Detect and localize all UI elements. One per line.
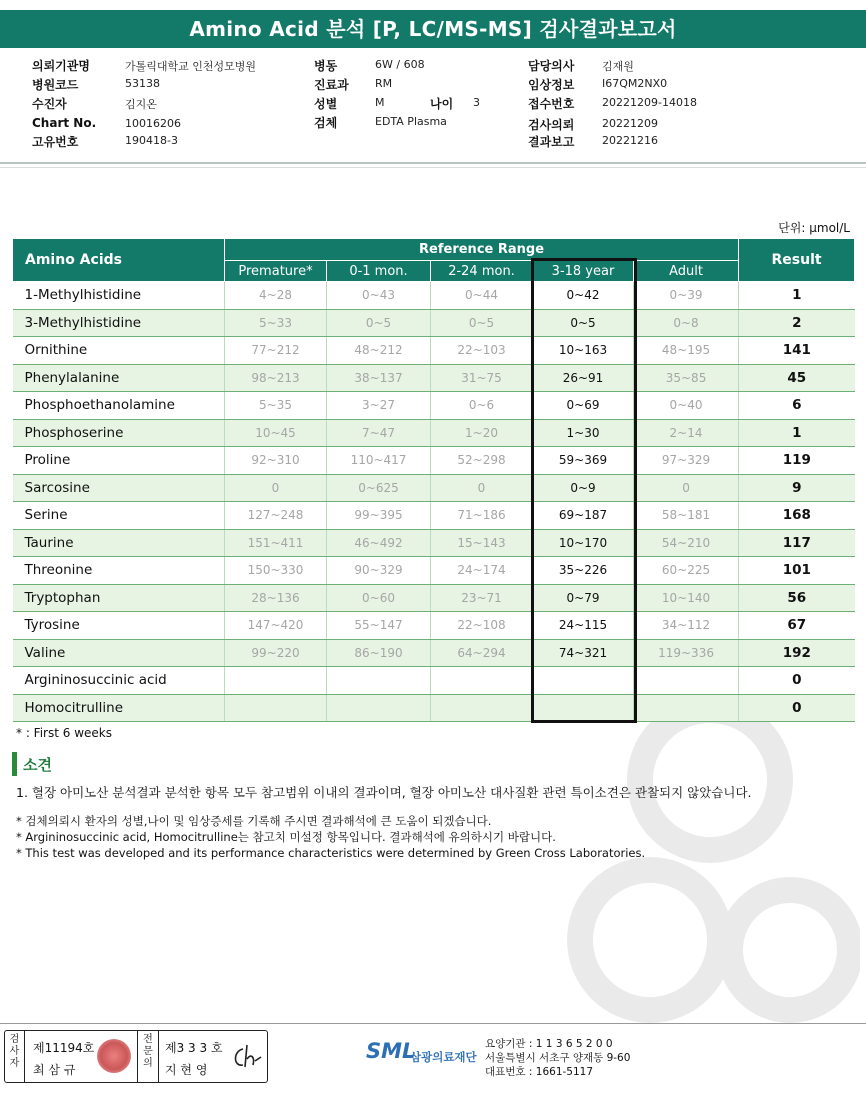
reference-range-cell: 0~40 — [634, 392, 739, 420]
table-row — [13, 364, 855, 392]
reference-range-cell: 28~136 — [225, 584, 327, 612]
unit-label: 단위: μmol/L — [778, 221, 850, 235]
reference-range-cell: 22~103 — [431, 337, 533, 365]
header-ref-col: 0-1 mon. — [327, 261, 431, 282]
info-label: 임상정보 — [528, 78, 575, 92]
reference-range-cell: 99~395 — [327, 502, 431, 530]
reference-range-cell: 0 — [431, 474, 533, 502]
signature-box — [4, 1030, 268, 1083]
info-value: RM — [375, 77, 393, 90]
header-ref-col: Premature* — [225, 261, 327, 282]
table-row — [13, 557, 855, 585]
result-value: 101 — [739, 557, 855, 585]
background-watermark — [560, 690, 860, 1050]
specialist-name: 지 현 영 — [165, 1063, 208, 1077]
info-label: 의뢰기관명 — [32, 59, 90, 73]
reference-range-cell — [533, 694, 634, 722]
reference-range-cell: 0~5 — [431, 309, 533, 337]
reference-range-cell: 77~212 — [225, 337, 327, 365]
reference-range-cell: 64~294 — [431, 639, 533, 667]
amino-acid-name: Ornithine — [13, 337, 225, 365]
header-amino-acids: Amino Acids — [13, 239, 225, 282]
result-value: 67 — [739, 612, 855, 640]
amino-acid-name: Phosphoethanolamine — [13, 392, 225, 420]
reference-range-cell: 10~45 — [225, 419, 327, 447]
note-line: * 검체의뢰시 환자의 성별,나이 및 임상증세를 기록해 주시면 결과해석에 큰 도움이 되겠습니다. — [16, 814, 492, 828]
info-label: 검체 — [314, 116, 338, 130]
reference-range-cell: 46~492 — [327, 529, 431, 557]
footer-divider — [0, 1023, 866, 1024]
table-row — [13, 392, 855, 420]
reference-range-cell: 99~220 — [225, 639, 327, 667]
sogyeon-title: 소견 — [23, 756, 52, 774]
amino-acid-name: Tyrosine — [13, 612, 225, 640]
reference-range-cell: 48~212 — [327, 337, 431, 365]
info-value: 김재원 — [602, 60, 634, 73]
reference-range-cell — [327, 667, 431, 695]
info-label: 병동 — [314, 59, 338, 73]
info-value: 가톨릭대학교 인천성모병원 — [125, 60, 257, 73]
table-row — [13, 667, 855, 695]
reference-range-cell: 127~248 — [225, 502, 327, 530]
info-label: 수진자 — [32, 97, 67, 111]
result-value: 1 — [739, 419, 855, 447]
amino-acid-name: Valine — [13, 639, 225, 667]
info-value: 190418-3 — [125, 134, 178, 147]
examiner-name: 최 삼 규 — [33, 1063, 76, 1077]
table-row — [13, 612, 855, 640]
header-ref-col: Adult — [634, 261, 739, 282]
table-row — [13, 529, 855, 557]
notes — [16, 813, 645, 861]
table-row — [13, 502, 855, 530]
info-value: 53138 — [125, 77, 160, 90]
reference-range-cell: 22~108 — [431, 612, 533, 640]
table-row — [13, 419, 855, 447]
reference-range-cell: 151~411 — [225, 529, 327, 557]
reference-range-cell: 52~298 — [431, 447, 533, 475]
reference-range-cell: 55~147 — [327, 612, 431, 640]
result-value: 192 — [739, 639, 855, 667]
result-value: 45 — [739, 364, 855, 392]
reference-range-cell: 31~75 — [431, 364, 533, 392]
result-value: 56 — [739, 584, 855, 612]
info-label: 고유번호 — [32, 135, 79, 149]
reference-range-cell: 4~28 — [225, 282, 327, 310]
reference-range-cell: 58~181 — [634, 502, 739, 530]
examiner-label-cell — [5, 1031, 25, 1082]
result-value: 117 — [739, 529, 855, 557]
reference-range-cell: 150~330 — [225, 557, 327, 585]
reference-range-cell: 1~30 — [533, 419, 634, 447]
amino-acid-name: Proline — [13, 447, 225, 475]
info-value: 20221209 — [602, 117, 658, 130]
amino-acid-name: 1-Methylhistidine — [13, 282, 225, 310]
info-label: 검사의뢰 — [528, 118, 575, 132]
reference-range-cell — [634, 667, 739, 695]
reference-range-cell: 0~5 — [533, 309, 634, 337]
info-label: Chart No. — [32, 116, 97, 130]
info-label: 결과보고 — [528, 135, 575, 149]
specialist-license: 제3 3 3 호 — [165, 1041, 223, 1055]
reference-range-cell: 48~195 — [634, 337, 739, 365]
reference-range-cell: 38~137 — [327, 364, 431, 392]
table-row — [13, 639, 855, 667]
lab-info-line: 요양기관 : 1 1 3 6 5 2 0 0 — [485, 1038, 613, 1050]
amino-acid-name: 3-Methylhistidine — [13, 309, 225, 337]
reference-range-cell — [225, 667, 327, 695]
reference-range-cell: 0~9 — [533, 474, 634, 502]
examiner-label: 검사자 — [9, 1034, 20, 1069]
info-value: 10016206 — [125, 117, 181, 130]
specialist-label: 전문의 — [143, 1034, 153, 1069]
info-label: 성별 — [314, 97, 338, 111]
reference-range-cell — [327, 694, 431, 722]
table-row — [13, 584, 855, 612]
reference-range-cell — [533, 667, 634, 695]
header-ref-col: 3-18 year — [533, 261, 634, 282]
note-line: * This test was developed and its performance characteristics were determined by Green Cross Laboratories. — [16, 846, 646, 860]
info-label: 진료과 — [314, 78, 349, 92]
divider — [0, 167, 866, 168]
reference-range-cell: 5~35 — [225, 392, 327, 420]
sml-logo — [366, 1035, 486, 1075]
reference-range-cell: 1~20 — [431, 419, 533, 447]
reference-range-cell: 24~115 — [533, 612, 634, 640]
table-row — [13, 447, 855, 475]
amino-acid-name: Argininosuccinic acid — [13, 667, 225, 695]
report-title: Amino Acid 분석 [P, LC/MS-MS] 검사결과보고서 — [0, 10, 866, 48]
seal-stamp-icon — [97, 1039, 131, 1073]
reference-range-cell: 147~420 — [225, 612, 327, 640]
info-label-age: 나이 — [430, 97, 454, 111]
reference-range-cell: 0~44 — [431, 282, 533, 310]
info-value: 6W / 608 — [375, 58, 425, 71]
reference-range-cell — [225, 694, 327, 722]
reference-range-cell: 10~140 — [634, 584, 739, 612]
divider — [0, 162, 866, 164]
reference-range-cell: 0 — [634, 474, 739, 502]
info-value: 20221216 — [602, 134, 658, 147]
reference-range-cell: 34~112 — [634, 612, 739, 640]
lab-info — [485, 1037, 630, 1079]
result-value: 0 — [739, 667, 855, 695]
reference-range-cell: 59~369 — [533, 447, 634, 475]
info-label: 접수번호 — [528, 97, 575, 111]
reference-range-cell: 0~6 — [431, 392, 533, 420]
result-value: 168 — [739, 502, 855, 530]
info-label: 병원코드 — [32, 78, 79, 92]
reference-range-cell: 15~143 — [431, 529, 533, 557]
amino-acid-name: Serine — [13, 502, 225, 530]
reference-range-cell: 0~39 — [634, 282, 739, 310]
reference-range-cell: 0 — [225, 474, 327, 502]
table-row — [13, 694, 855, 722]
amino-acid-name: Sarcosine — [13, 474, 225, 502]
info-value: 김지온 — [125, 98, 157, 111]
header-ref-col: 2-24 mon. — [431, 261, 533, 282]
reference-range-cell: 86~190 — [327, 639, 431, 667]
reference-range-cell: 110~417 — [327, 447, 431, 475]
reference-range-cell: 69~187 — [533, 502, 634, 530]
reference-range-cell: 0~60 — [327, 584, 431, 612]
reference-range-cell: 54~210 — [634, 529, 739, 557]
reference-range-cell: 74~321 — [533, 639, 634, 667]
info-value: M — [375, 96, 385, 109]
reference-range-cell: 0~8 — [634, 309, 739, 337]
reference-range-cell: 24~174 — [431, 557, 533, 585]
reference-range-cell: 119~336 — [634, 639, 739, 667]
result-value: 0 — [739, 694, 855, 722]
reference-range-cell: 90~329 — [327, 557, 431, 585]
result-value: 119 — [739, 447, 855, 475]
table-row — [13, 309, 855, 337]
info-label: 담당의사 — [528, 59, 575, 73]
reference-range-cell: 3~27 — [327, 392, 431, 420]
info-value: EDTA Plasma — [375, 115, 447, 128]
amino-acid-name: Phenylalanine — [13, 364, 225, 392]
table-row — [13, 337, 855, 365]
header-reference-range: Reference Range — [225, 239, 739, 261]
table-footnote: * : First 6 weeks — [16, 726, 112, 740]
reference-range-cell — [431, 694, 533, 722]
reference-range-cell: 0~79 — [533, 584, 634, 612]
signature-icon — [229, 1039, 263, 1073]
examiner-license: 제11194호 — [33, 1041, 95, 1055]
lab-info-line: 서울특별시 서초구 양재동 9-60 — [485, 1052, 631, 1064]
result-value: 6 — [739, 392, 855, 420]
logo-mark: SML — [366, 1039, 416, 1063]
sogyeon-comment: 1. 혈장 아미노산 분석결과 분석한 항목 모두 참고범위 이내의 결과이며, 혈장 아미노산 대사질환 관련 특이소견은 관찰되지 않았습니다. — [16, 785, 752, 800]
reference-range-cell: 0~69 — [533, 392, 634, 420]
amino-acid-name: Threonine — [13, 557, 225, 585]
header-result: Result — [739, 239, 855, 282]
reference-range-cell: 7~47 — [327, 419, 431, 447]
result-value: 2 — [739, 309, 855, 337]
reference-range-cell — [634, 694, 739, 722]
table-row — [13, 474, 855, 502]
reference-range-cell — [431, 667, 533, 695]
amino-acid-name: Phosphoserine — [13, 419, 225, 447]
reference-range-cell: 60~225 — [634, 557, 739, 585]
reference-range-cell: 71~186 — [431, 502, 533, 530]
reference-range-cell: 10~163 — [533, 337, 634, 365]
reference-range-cell: 92~310 — [225, 447, 327, 475]
patient-info — [0, 0, 866, 160]
result-value: 141 — [739, 337, 855, 365]
result-value: 1 — [739, 282, 855, 310]
reference-range-cell: 0~43 — [327, 282, 431, 310]
lab-info-line: 대표번호 : 1661-5117 — [485, 1066, 594, 1078]
lab-name: 삼광의료재단 — [410, 1050, 477, 1064]
amino-acid-name: Taurine — [13, 529, 225, 557]
info-value: I67QM2NX0 — [602, 77, 668, 90]
note-line: * Argininosuccinic acid, Homocitrulline는 참고치 미설정 항목입니다. 결과해석에 유의하시기 바랍니다. — [16, 830, 556, 844]
reference-range-cell: 0~42 — [533, 282, 634, 310]
reference-range-cell: 23~71 — [431, 584, 533, 612]
reference-range-cell: 35~85 — [634, 364, 739, 392]
reference-range-cell: 97~329 — [634, 447, 739, 475]
amino-acid-name: Tryptophan — [13, 584, 225, 612]
reference-range-cell: 26~91 — [533, 364, 634, 392]
result-value: 9 — [739, 474, 855, 502]
info-value-age: 3 — [473, 96, 480, 109]
specialist-label-cell — [137, 1031, 159, 1082]
reference-range-cell: 2~14 — [634, 419, 739, 447]
info-value: 20221209-14018 — [602, 96, 697, 109]
reference-range-cell: 0~625 — [327, 474, 431, 502]
reference-range-cell: 10~170 — [533, 529, 634, 557]
table-row — [13, 282, 855, 310]
amino-acid-table — [12, 238, 855, 722]
reference-range-cell: 35~226 — [533, 557, 634, 585]
reference-range-cell: 5~33 — [225, 309, 327, 337]
reference-range-cell: 98~213 — [225, 364, 327, 392]
amino-acid-name: Homocitrulline — [13, 694, 225, 722]
section-marker — [12, 752, 17, 776]
reference-range-cell: 0~5 — [327, 309, 431, 337]
